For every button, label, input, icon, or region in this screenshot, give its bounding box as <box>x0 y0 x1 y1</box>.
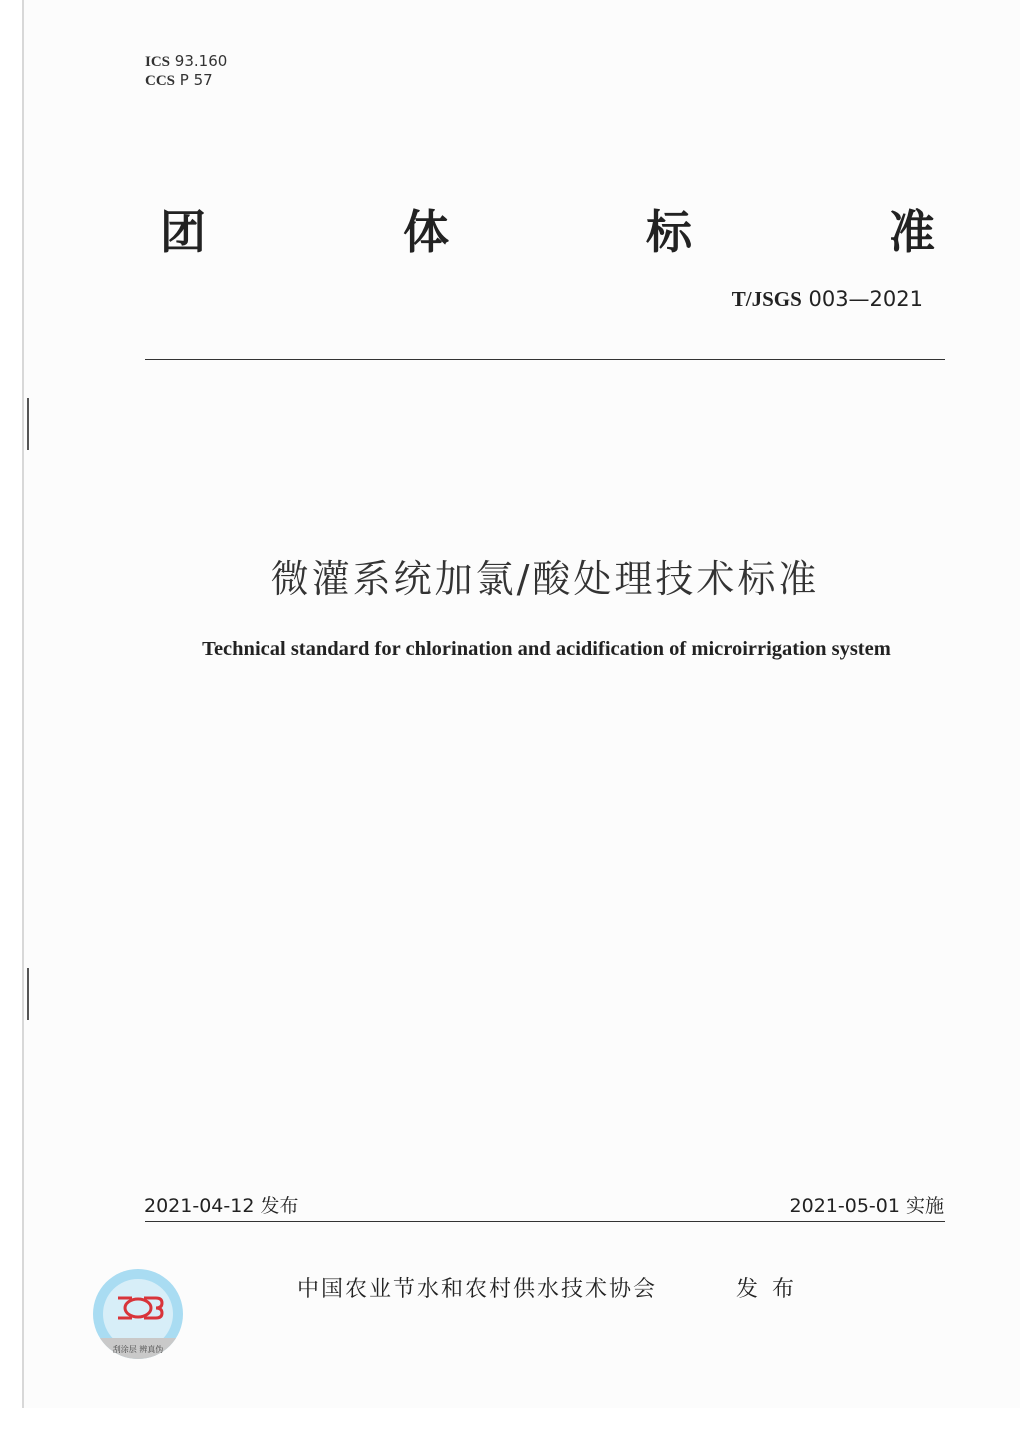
stamp-text: 刮涂层 辨真伪 <box>112 1345 164 1354</box>
implement-date: 2021-05-01 实施 <box>789 1195 944 1217</box>
doc-type-char: 团 <box>160 205 206 259</box>
publisher-verb: 发布 <box>736 1277 809 1302</box>
classification-codes <box>145 52 227 90</box>
anti-counterfeit-stamp <box>88 1268 188 1364</box>
doc-type-char: 准 <box>889 205 935 259</box>
scan-mark <box>27 968 29 1020</box>
scan-mark <box>27 398 29 450</box>
header-rule <box>145 359 945 360</box>
standard-code-number: 003—2021 <box>808 287 923 311</box>
ccs-value: P 57 <box>179 71 213 89</box>
ics-label: ICS <box>145 54 171 70</box>
title-chinese: 微灌系统加氯/酸处理技术标准 <box>270 557 820 601</box>
title-english: Technical standard for chlorination and acidification of microirrigation system <box>202 638 891 660</box>
document-type-heading <box>160 196 935 262</box>
ics-value: 93.160 <box>174 52 228 70</box>
scan-edge-bottom <box>0 1408 1020 1431</box>
ccs-label: CCS <box>145 73 176 89</box>
scan-edge <box>0 0 24 1410</box>
standard-code <box>732 287 923 312</box>
publisher: 中国农业节水和农村供水技术协会 <box>297 1277 658 1302</box>
issue-date: 2021-04-12 发布 <box>144 1195 299 1217</box>
doc-type-char: 标 <box>646 205 692 259</box>
standard-code-prefix: T/JSGS <box>731 287 802 311</box>
footer-rule <box>145 1221 945 1222</box>
doc-type-char: 体 <box>403 205 449 259</box>
